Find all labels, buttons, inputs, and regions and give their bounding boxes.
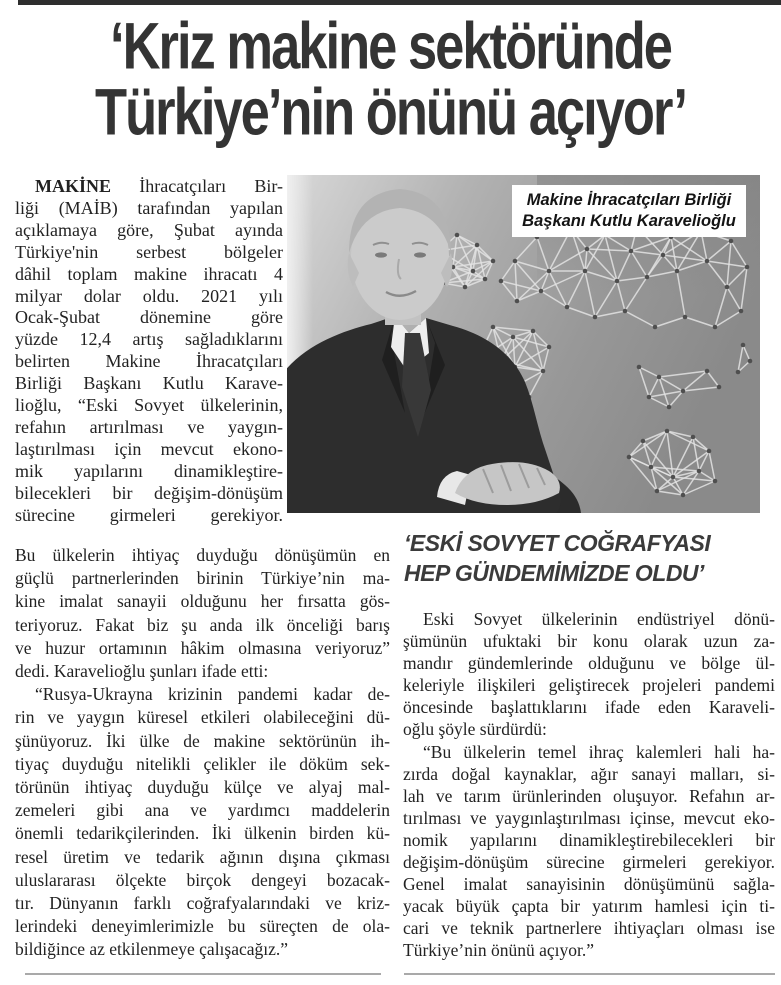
body-text-line: güçlü partnerlerinden birinin Türkiye’nin ma- <box>15 568 390 589</box>
body-text-line: refahın artırılması ve yaygın- <box>15 416 283 437</box>
body-text-line: dedi. Karavelioğlu şunları ifade etti: <box>15 661 269 682</box>
text-line: Başkanı Kutlu Karavelioğlu <box>522 212 736 230</box>
body-text-line: tiyaç duyduğu nitelikli çelikler ile döküm sek- <box>15 753 390 774</box>
body-text-line: dâhil toplam makine ihracatı 4 <box>15 263 283 284</box>
body-text-line: bildiğince az etkilenmeye çalışacağız.” <box>15 939 289 960</box>
body-text-line: “Rusya-Ukrayna krizinin pandemi kadar de- <box>35 684 390 705</box>
body-text-line: lioğlu, “Eski Sovyet ülkelerinin, <box>15 395 283 416</box>
article-photo <box>287 175 760 513</box>
body-text-line: resel üretim ve tedarik ağının dışına çıkması <box>15 846 390 867</box>
body-text-line: Türkiye’nin önünü açıyor.” <box>403 940 594 961</box>
body-text-line: önemli tedarikçilerinden. İki ülkenin birden kü- <box>15 823 390 844</box>
article-headline <box>0 10 781 152</box>
body-text-line: oğlu şöyle sürdürdü: <box>403 719 547 740</box>
eye-right <box>414 252 426 257</box>
body-column-left-wide <box>15 544 390 962</box>
eye-left <box>375 252 387 257</box>
body-text-line: bilecekleri bir değişim-dönüşüm <box>15 482 283 503</box>
body-text-line: sürecine girmeleri gerekiyor. <box>15 504 283 525</box>
body-text-line: yacak büyük çapta bir yatırım hamlesi için ti- <box>403 896 775 917</box>
body-text-line: zırda doğal kaynaklar, ağır sanayi malları, si- <box>403 763 775 784</box>
body-text-line: yüzde 12,4 artış sağladıklarını <box>15 329 283 350</box>
body-text-line: zemeleri gibi ana ve yardımcı maddelerin <box>15 800 390 821</box>
body-text-line: lerindeki deneyimlerimizle bu süreçten de ola- <box>15 916 390 937</box>
body-text-line: milyar dolar oldu. 2021 yılı <box>15 285 283 306</box>
body-column-left-narrow <box>15 176 283 527</box>
body-text-line: mik yapılarını dinamikleştire- <box>15 460 283 481</box>
body-text-line: MAKİNE İhracatçıları Bir- <box>35 176 283 196</box>
body-text-line: liği (MAİB) tarafından yapılan <box>15 197 283 218</box>
body-text-line: Türkiye'nin serbest bölgeler <box>15 241 283 262</box>
text-line: ‘ESKİ SOVYET COĞRAFYASI <box>404 530 711 556</box>
body-text-line: rin ve yaygın küresel etkileri olabileceğini dü- <box>15 707 390 728</box>
body-text-line: lah ve tarım ürünlerinden oluşuyor. Refahın ar- <box>403 785 775 806</box>
body-text-line: uluslararası ölçekte birçok dengeyi bozacak- <box>15 869 390 890</box>
body-text-line: cari ve teknik partnerlere ihtiyaçları olması ise <box>403 918 775 939</box>
bottom-rule-left <box>25 973 381 975</box>
body-text-line: Ocak-Şubat dönemine göre <box>15 307 283 328</box>
body-text-line: kine imalat sanayii olduğunu her fırsatta gös- <box>15 591 390 612</box>
body-text-line: değişim-dönüşüm sürecine girmeleri gerekiyor. <box>403 852 775 873</box>
section-subheadline <box>404 528 774 588</box>
body-text-line: mandır gündemlerinde olduğunu ve bölge ül- <box>403 653 775 674</box>
body-text-line: açıklamaya göre, Şubat ayında <box>15 219 283 240</box>
body-text-line: ve huzur ortamının hâkim olmasına veriyoruz” <box>15 637 390 658</box>
body-text-line: belirten Makine İhracatçıları <box>15 351 283 372</box>
bottom-rule-right <box>404 973 775 975</box>
photo-caption <box>512 185 746 237</box>
body-text-line: tırılması ve yaygınlaştırılması içinse, mevcut eko- <box>403 807 775 828</box>
body-text-line: Eski Sovyet ülkelerinin endüstriyel dönü- <box>423 609 775 629</box>
body-text-line: öncesinde başlattıklarını ifade eden Karaveli- <box>403 697 775 718</box>
text-line: Makine İhracatçıları Birliği <box>526 191 732 209</box>
body-text-line: nomik yapılarını dinamikleştirebilecekleri bir <box>403 829 775 850</box>
body-text-line: Birliği Başkanı Kutlu Karave- <box>15 373 283 394</box>
body-column-right <box>403 608 775 962</box>
text-line: Türkiye’nin önünü açıyor’ <box>95 76 686 150</box>
text-line: HEP GÜNDEMİMİZDE OLDU’ <box>404 560 704 586</box>
top-rule <box>18 0 781 5</box>
text-line: ‘Kriz makine sektöründe <box>110 10 671 84</box>
body-text-line: törünün ihtiyaç duyduğu külçe ve alyaj mal- <box>15 777 390 798</box>
body-text-line: “Bu ülkelerin temel ihraç kalemleri hali ha- <box>423 741 775 762</box>
body-text-line: teriyoruz. Fakat biz şu anda ilk önceliği barış <box>15 614 390 635</box>
body-text-line: laştırılması için mevcut ekono- <box>15 438 283 459</box>
body-text-line: Genel imalat sanayisinin dönüşümünü sağla- <box>403 874 775 895</box>
body-text-line: keleriyle ilişkileri geliştirecek projeleri pandemi <box>403 675 775 696</box>
body-text-line: Bu ülkelerin ihtiyaç duyduğu dönüşümün en <box>15 545 390 565</box>
body-text-line: tır. Dünyanın farklı coğrafyalarındaki ve kriz- <box>15 893 390 914</box>
body-text-line: şümünün ufuktaki bir konu olarak uzun za- <box>403 631 775 652</box>
body-text-line: şünüyoruz. İki ülke de makine sektörünün ih- <box>15 730 390 751</box>
